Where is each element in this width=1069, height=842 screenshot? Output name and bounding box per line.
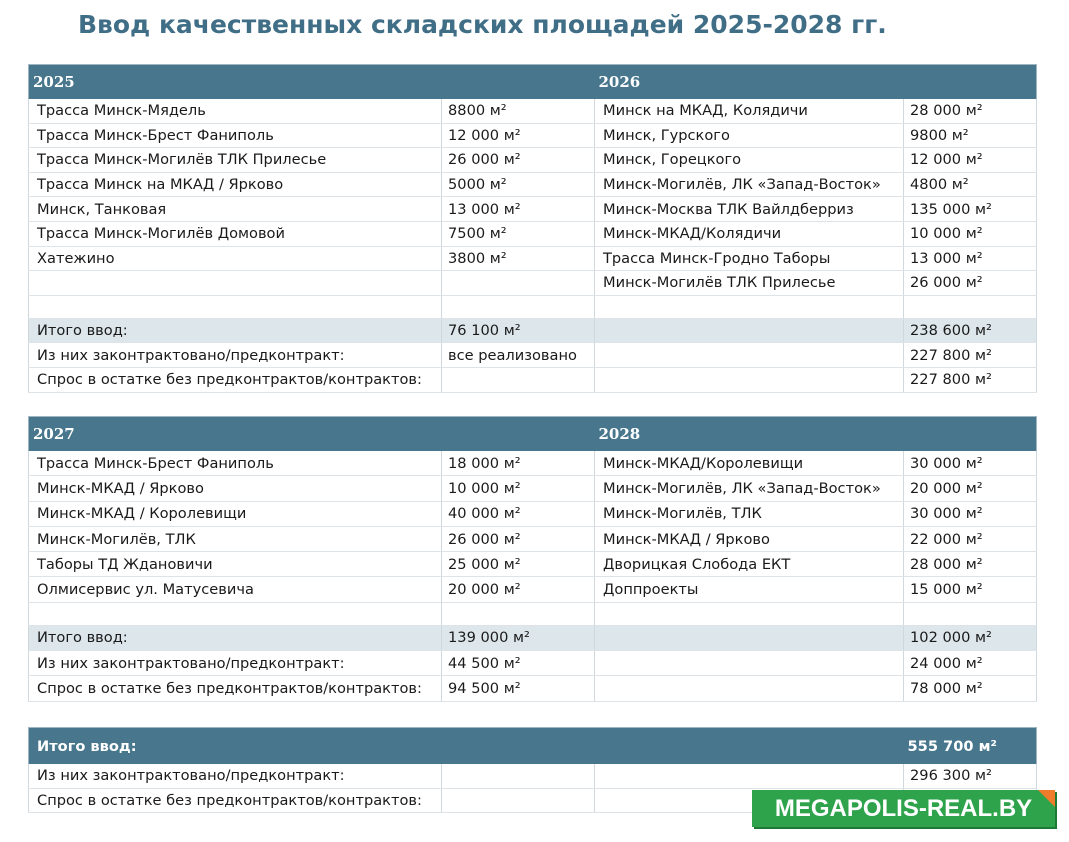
area-cell: 26 000 м² (904, 271, 1037, 296)
location-cell: Трасса Минск-Мядель (29, 99, 442, 123)
location-cell: Минск-Могилёв, ЛК «Запад-Восток» (595, 172, 904, 197)
table-row (29, 577, 1037, 602)
table-row (29, 552, 1037, 577)
area-cell: 15 000 м² (904, 577, 1037, 602)
year-2027-header: 2027 (29, 417, 595, 452)
location-cell: Хатежино (29, 246, 442, 271)
location-cell (29, 271, 442, 296)
demand-2026-value: 227 800 м² (904, 367, 1037, 392)
table-row (29, 501, 1037, 526)
table-row (29, 451, 1037, 476)
year-2025-header: 2025 (29, 65, 595, 100)
area-cell: 12 000 м² (904, 148, 1037, 173)
location-cell: Таборы ТД Ждановичи (29, 552, 442, 577)
location-cell: Трасса Минск-Могилёв ТЛК Прилесье (29, 148, 442, 173)
area-cell: 135 000 м² (904, 197, 1037, 222)
area-cell: 26 000 м² (442, 526, 595, 551)
contracted-row (29, 651, 1037, 676)
demand-label: Спрос в остатке без предконтрактов/контрактов: (29, 788, 442, 813)
table-row (29, 99, 1037, 123)
contracted-2027-value: 44 500 м² (442, 651, 595, 676)
total-label: Итого ввод: (29, 625, 442, 650)
location-cell: Минск, Танковая (29, 197, 442, 222)
year-2026-header: 2026 (595, 65, 1037, 100)
location-cell: Трасса Минск-Могилёв Домовой (29, 221, 442, 246)
table-row (29, 221, 1037, 246)
area-cell: 26 000 м² (442, 148, 595, 173)
location-cell: Трасса Минск на МКАД / Ярково (29, 172, 442, 197)
area-cell: 10 000 м² (904, 221, 1037, 246)
demand-2028-value: 78 000 м² (904, 676, 1037, 701)
table-2027-2028 (28, 416, 1037, 702)
table-row (29, 172, 1037, 197)
total-2027-value: 139 000 м² (442, 625, 595, 650)
contracted-label: Из них законтрактовано/предконтракт: (29, 651, 442, 676)
area-cell: 9800 м² (904, 123, 1037, 148)
total-row (29, 318, 1037, 343)
table-row (29, 148, 1037, 173)
year-header-row (29, 417, 1037, 452)
table-row (29, 197, 1037, 222)
summary-contracted-value: 296 300 м² (904, 764, 1037, 788)
area-cell: 30 000 м² (904, 451, 1037, 476)
area-cell: 8800 м² (442, 99, 595, 123)
location-cell: Трасса Минск-Брест Фаниполь (29, 123, 442, 148)
area-cell: 25 000 м² (442, 552, 595, 577)
area-cell: 4800 м² (904, 172, 1037, 197)
summary-header-row (29, 728, 1037, 765)
location-cell: Дворицкая Слобода ЕКТ (595, 552, 904, 577)
area-cell: 13 000 м² (904, 246, 1037, 271)
area-cell: 18 000 м² (442, 451, 595, 476)
area-cell: 13 000 м² (442, 197, 595, 222)
total-2028-value: 102 000 м² (904, 625, 1037, 650)
table-row (29, 246, 1037, 271)
demand-label: Спрос в остатке без предконтрактов/контрактов: (29, 676, 442, 701)
contracted-row (29, 343, 1037, 368)
year-header-row (29, 65, 1037, 100)
location-cell: Минск-МКАД / Королевищи (29, 501, 442, 526)
location-cell: Минск-Могилёв, ТЛК (595, 501, 904, 526)
empty-row (29, 602, 1037, 625)
contracted-2025-value: все реализовано (442, 343, 595, 368)
table-row (29, 476, 1037, 501)
area-cell: 30 000 м² (904, 501, 1037, 526)
area-cell: 3800 м² (442, 246, 595, 271)
contracted-2028-value: 24 000 м² (904, 651, 1037, 676)
demand-row (29, 676, 1037, 701)
location-cell: Минск-Могилёв ТЛК Прилесье (595, 271, 904, 296)
table-row (29, 271, 1037, 296)
location-cell: Минск-Москва ТЛК Вайлдберриз (595, 197, 904, 222)
location-cell: Минск, Горецкого (595, 148, 904, 173)
area-cell: 20 000 м² (904, 476, 1037, 501)
summary-total-label: Итого ввод: (29, 728, 904, 765)
location-cell: Минск-МКАД/Королевищи (595, 451, 904, 476)
area-cell: 5000 м² (442, 172, 595, 197)
location-cell: Олмисервис ул. Матусевича (29, 577, 442, 602)
location-cell: Минск-Могилёв, ТЛК (29, 526, 442, 551)
area-cell: 20 000 м² (442, 577, 595, 602)
page-title: Ввод качественных складских площадей 2025-2028 гг. (78, 10, 887, 39)
table-2025-2026 (28, 64, 1037, 393)
location-cell: Минск-МКАД/Колядичи (595, 221, 904, 246)
area-cell: 40 000 м² (442, 501, 595, 526)
logo-corner-mark (1038, 790, 1055, 807)
contracted-2026-value: 227 800 м² (904, 343, 1037, 368)
area-cell (442, 271, 595, 296)
location-cell: Минск-МКАД / Ярково (595, 526, 904, 551)
empty-row (29, 295, 1037, 318)
contracted-label: Из них законтрактовано/предконтракт: (29, 343, 442, 368)
table-row (29, 123, 1037, 148)
location-cell: Минск-МКАД / Ярково (29, 476, 442, 501)
location-cell: Минск-Могилёв, ЛК «Запад-Восток» (595, 476, 904, 501)
total-2025-value: 76 100 м² (442, 318, 595, 343)
location-cell: Трасса Минск-Брест Фаниполь (29, 451, 442, 476)
total-2026-value: 238 600 м² (904, 318, 1037, 343)
location-cell: Трасса Минск-Гродно Таборы (595, 246, 904, 271)
contracted-label: Из них законтрактовано/предконтракт: (29, 764, 442, 788)
total-label: Итого ввод: (29, 318, 442, 343)
summary-total-value: 555 700 м² (904, 728, 1037, 765)
area-cell: 28 000 м² (904, 99, 1037, 123)
demand-2025-value (442, 367, 595, 392)
table-row (29, 526, 1037, 551)
megapolis-watermark-logo: MEGAPOLIS-REAL.BY (752, 790, 1055, 827)
year-2028-header: 2028 (595, 417, 1037, 452)
total-row (29, 625, 1037, 650)
location-cell: Доппроекты (595, 577, 904, 602)
area-cell: 10 000 м² (442, 476, 595, 501)
demand-row (29, 367, 1037, 392)
demand-label: Спрос в остатке без предконтрактов/контрактов: (29, 367, 442, 392)
area-cell: 7500 м² (442, 221, 595, 246)
summary-contracted-row (29, 764, 1037, 788)
area-cell: 28 000 м² (904, 552, 1037, 577)
demand-2027-value: 94 500 м² (442, 676, 595, 701)
area-cell: 12 000 м² (442, 123, 595, 148)
area-cell: 22 000 м² (904, 526, 1037, 551)
location-cell: Минск на МКАД, Колядичи (595, 99, 904, 123)
location-cell: Минск, Гурского (595, 123, 904, 148)
